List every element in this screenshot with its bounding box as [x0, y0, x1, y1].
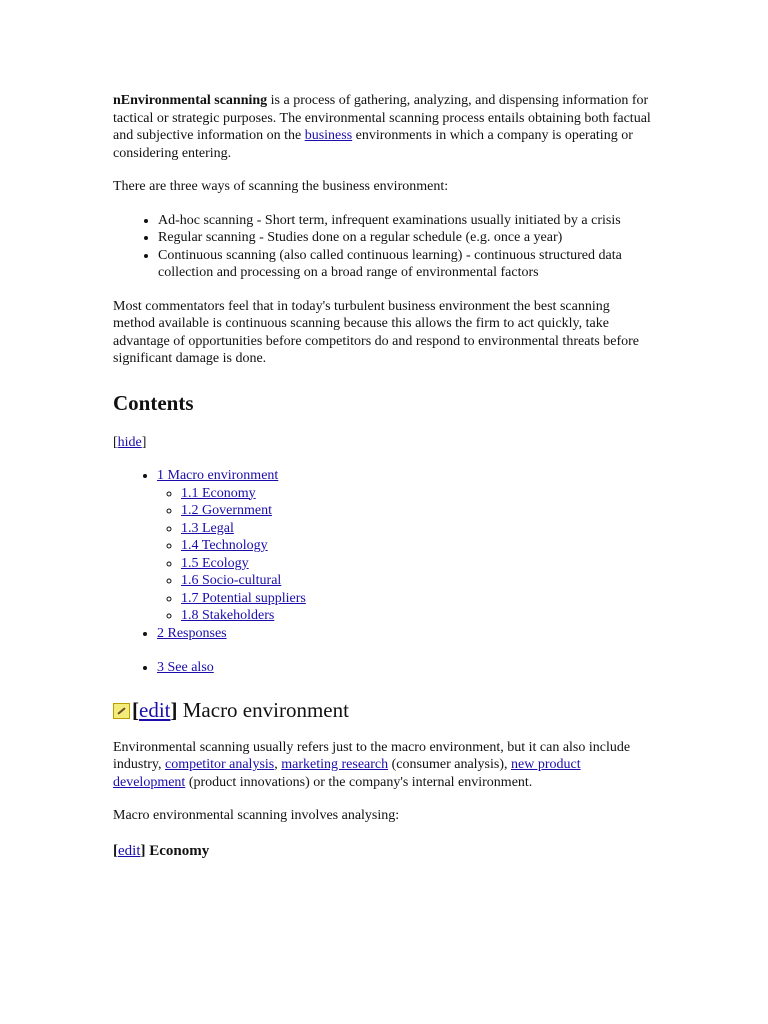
edit-bracket-open: [: [113, 842, 118, 859]
intro-text-1: is a process of gathering, analyzing, and dispensing information for tactical or strategic purposes. The environmental scanning process entails obtaining both factual and subjective information on the: [113, 93, 651, 143]
list-item: • Ad-hoc scanning - Short term, infrequent examinations usually initiated by a crisis: [158, 212, 653, 230]
list-item: • Continuous scanning (also called continuous learning) - continuous structured data collection and processing on a broad range of environmental factors: [158, 247, 653, 282]
hide-link[interactable]: hide: [117, 434, 142, 450]
macro-text-a: Environmental scanning usually refers just to the macro environment, but it can also include industry,: [113, 739, 631, 772]
toc-link-socio-cultural[interactable]: 1.6 Socio-cultural: [181, 573, 282, 588]
toc-sublist: [157, 485, 653, 625]
toc-link-technology[interactable]: 1.4 Technology: [181, 538, 268, 553]
commentary-paragraph: Most commentators feel that in today's turbulent business environment the best scanning method available is continuous scanning because this allows the firm to act quickly, take advantage of opportunities before competitors do and respond to environmental threats before significant damage is done.: [113, 298, 639, 366]
contents-heading: Contents: [113, 390, 194, 415]
toc-link-potential-suppliers[interactable]: 1.7 Potential suppliers: [181, 590, 306, 606]
toc-subitem: [181, 502, 653, 520]
edit-bracket-close: ]: [170, 697, 178, 722]
macro-text-c: (consumer analysis),: [388, 757, 511, 772]
ways-intro: There are three ways of scanning the business environment:: [113, 179, 449, 194]
toc-link-economy[interactable]: 1.1 Economy: [181, 485, 256, 501]
toc-toggle: [113, 434, 653, 452]
edit-bracket-close: ]: [140, 842, 146, 859]
toc-link-ecology[interactable]: 1.5 Ecology: [181, 555, 249, 571]
edit-pencil-icon[interactable]: [113, 703, 130, 719]
toc-subitem: [181, 520, 653, 538]
toc-link-responses[interactable]: 2 Responses: [157, 625, 227, 641]
bracket-close: ]: [141, 434, 147, 450]
edit-bracket-open: [: [132, 697, 139, 722]
toc-link-see-also[interactable]: 3 See also: [157, 660, 214, 675]
toc-link-legal[interactable]: 1.3 Legal: [181, 520, 234, 536]
toc-subitem: [181, 537, 653, 555]
macro-text-b: ,: [274, 757, 282, 772]
macro-title: Macro environment: [177, 697, 349, 722]
toc-link-stakeholders[interactable]: 1.8 Stakeholders: [181, 608, 275, 623]
toc-item: [157, 625, 653, 643]
economy-heading: [113, 843, 653, 861]
macro-paragraph: [113, 739, 653, 792]
new-product-development-link[interactable]: new product development: [113, 757, 581, 790]
macro-analysing: Macro environmental scanning involves analysing:: [113, 808, 400, 823]
toc-subitem: [181, 590, 653, 608]
toc-list-continued: [113, 659, 653, 677]
toc-list: [113, 467, 653, 642]
toc-subitem: [181, 607, 653, 625]
competitor-analysis-link[interactable]: competitor analysis: [164, 757, 275, 772]
toc-subitem: [181, 572, 653, 590]
toc-link-macro-environment[interactable]: 1 Macro environment: [157, 468, 279, 483]
edit-link-economy[interactable]: edit: [118, 842, 141, 859]
business-link[interactable]: business: [304, 128, 353, 143]
list-item: • Regular scanning - Studies done on a regular schedule (e.g. once a year): [158, 229, 653, 247]
ways-list: [113, 212, 653, 282]
toc-subitem: [181, 485, 653, 503]
toc-gap: [113, 642, 653, 659]
toc-item: [157, 659, 653, 677]
intro-term: nEnvironmental scanning: [113, 93, 268, 108]
bracket-open: [: [113, 434, 118, 450]
marketing-research-link[interactable]: marketing research: [281, 757, 389, 772]
edit-link-macro[interactable]: edit: [139, 697, 171, 722]
intro-text-2: environments in which a company is operating or considering entering.: [113, 128, 633, 161]
macro-text-d: (product innovations) or the company's internal environment.: [185, 774, 533, 790]
toc-link-government[interactable]: 1.2 Government: [181, 503, 272, 518]
economy-title: Economy: [145, 842, 210, 859]
intro-paragraph: [113, 92, 653, 162]
toc-subitem: [181, 555, 653, 573]
macro-environment-heading: [113, 697, 653, 723]
toc-item: [157, 467, 653, 625]
